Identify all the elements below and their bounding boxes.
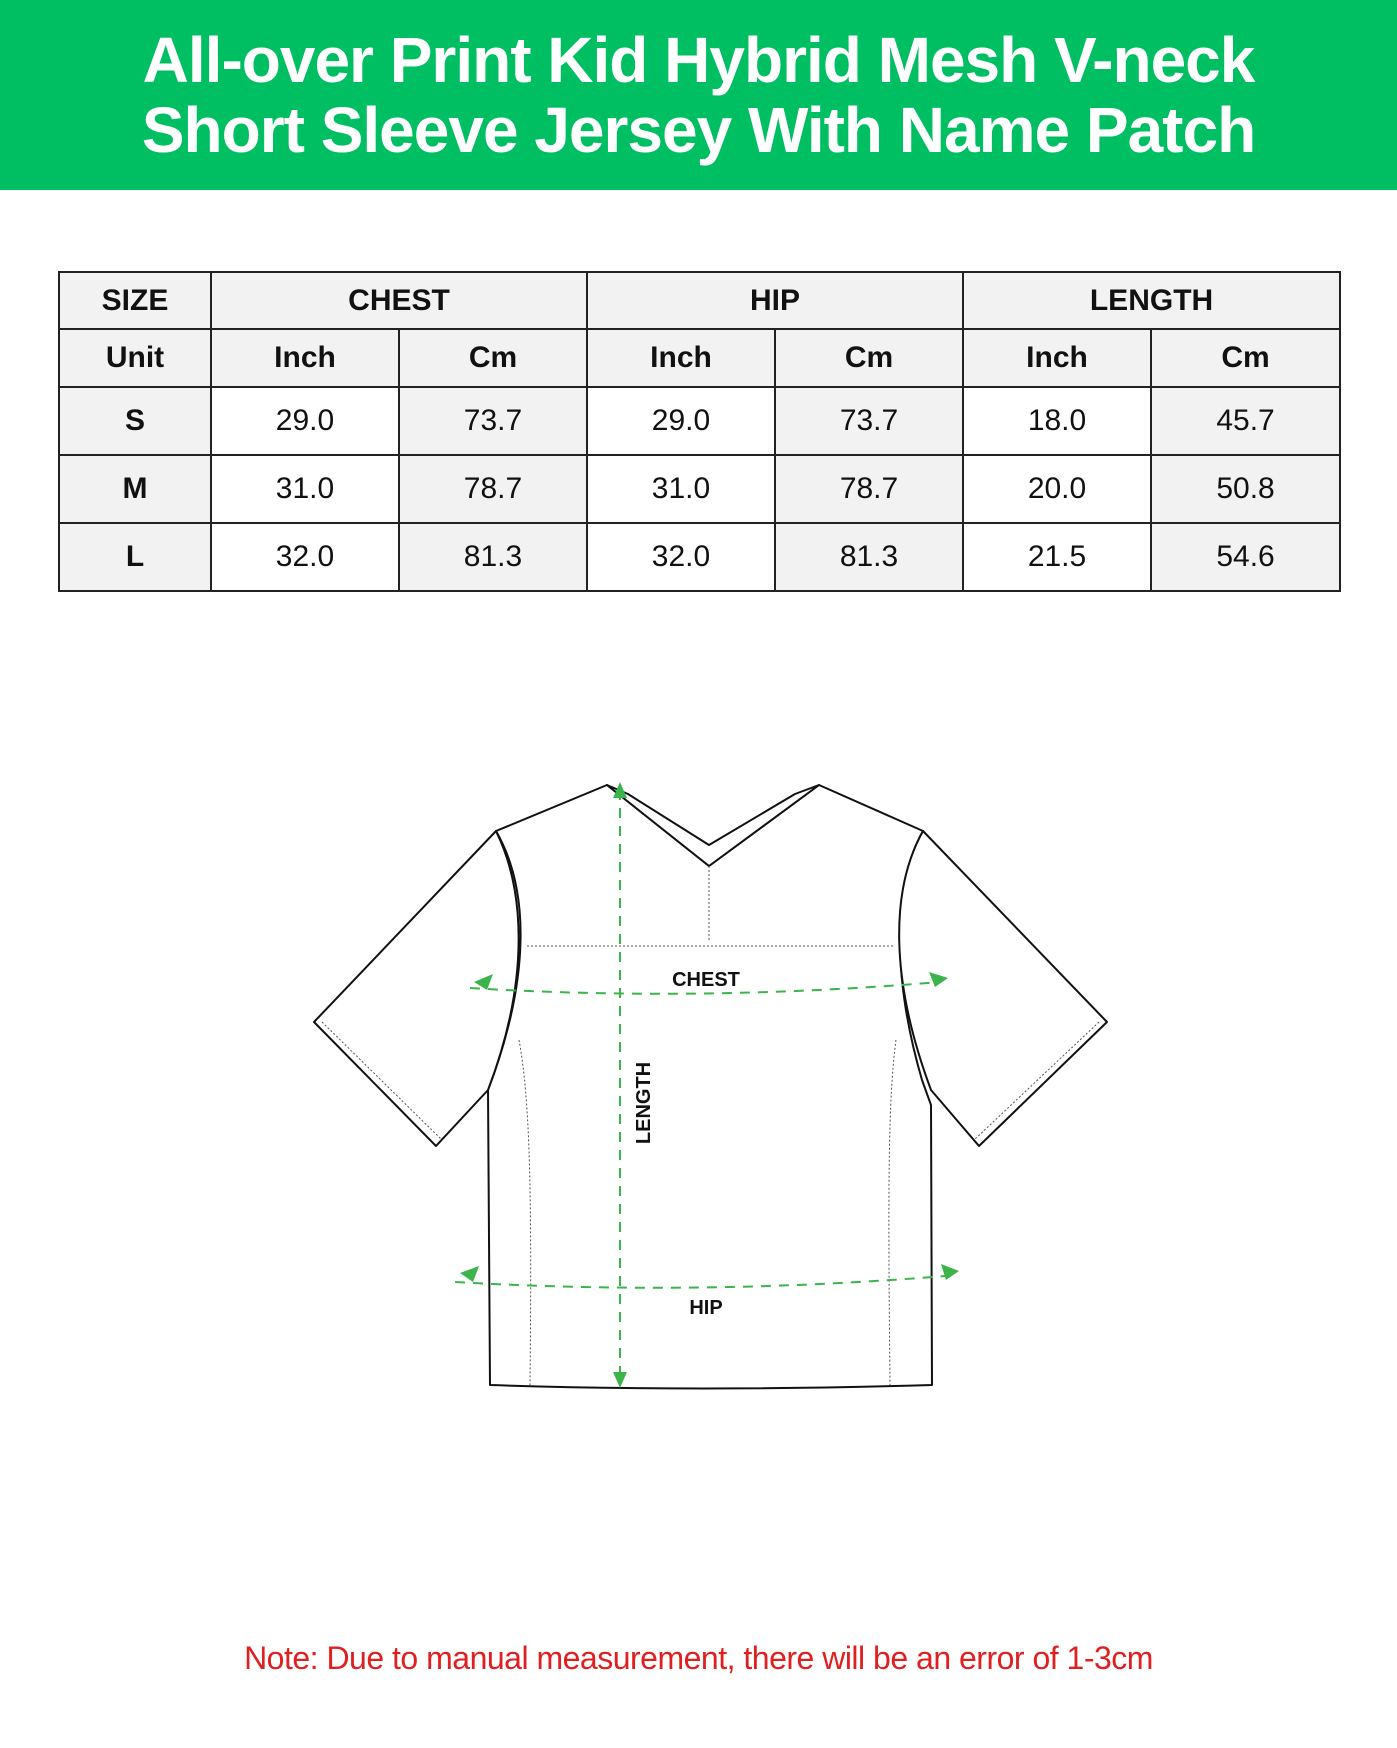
jersey-measurement-diagram: [0, 740, 1397, 1400]
table-row: [59, 523, 1340, 591]
chest-inch-cell: 29.0: [211, 387, 399, 455]
hip-inch-cell: 31.0: [587, 455, 775, 523]
unit-hip-inch: Inch: [587, 329, 775, 387]
length-inch-cell: 20.0: [963, 455, 1151, 523]
size-cell: L: [59, 523, 211, 591]
unit-chest-cm: Cm: [399, 329, 587, 387]
hip-cm-cell: 73.7: [775, 387, 963, 455]
header-length: LENGTH: [963, 272, 1340, 329]
hip-cm-cell: 78.7: [775, 455, 963, 523]
length-label: LENGTH: [633, 1061, 655, 1145]
header-size: SIZE: [59, 272, 211, 329]
unit-chest-inch: Inch: [211, 329, 399, 387]
length-inch-cell: 18.0: [963, 387, 1151, 455]
chest-inch-cell: 32.0: [211, 523, 399, 591]
header-chest: CHEST: [211, 272, 587, 329]
header-hip: HIP: [587, 272, 963, 329]
hip-inch-cell: 32.0: [587, 523, 775, 591]
size-cell: M: [59, 455, 211, 523]
size-cell: S: [59, 387, 211, 455]
hip-inch-cell: 29.0: [587, 387, 775, 455]
unit-hip-cm: Cm: [775, 329, 963, 387]
title-banner: [0, 0, 1397, 190]
unit-length-inch: Inch: [963, 329, 1151, 387]
chest-inch-cell: 31.0: [211, 455, 399, 523]
hip-arrow-left-icon: [460, 1266, 479, 1282]
length-cm-cell: 45.7: [1151, 387, 1340, 455]
length-inch-cell: 21.5: [963, 523, 1151, 591]
length-cm-cell: 54.6: [1151, 523, 1340, 591]
chest-cm-cell: 81.3: [399, 523, 587, 591]
chest-cm-cell: 78.7: [399, 455, 587, 523]
table-group-header-row: [59, 272, 1340, 329]
measurement-note: Note: Due to manual measurement, there will be an error of 1-3cm: [244, 1640, 1153, 1676]
hip-cm-cell: 81.3: [775, 523, 963, 591]
header-unit: Unit: [59, 329, 211, 387]
unit-length-cm: Cm: [1151, 329, 1340, 387]
title-line-1: All-over Print Kid Hybrid Mesh V-neck: [142, 24, 1255, 96]
table-unit-row: [59, 329, 1340, 387]
chest-cm-cell: 73.7: [399, 387, 587, 455]
hip-arrow-right-icon: [941, 1264, 959, 1280]
hip-label: HIP: [689, 1297, 723, 1319]
table-row: [59, 455, 1340, 523]
length-cm-cell: 50.8: [1151, 455, 1340, 523]
size-chart-table: [58, 271, 1341, 592]
table-row: [59, 387, 1340, 455]
chest-label: CHEST: [672, 969, 740, 991]
title-line-2: Short Sleeve Jersey With Name Patch: [141, 94, 1256, 166]
